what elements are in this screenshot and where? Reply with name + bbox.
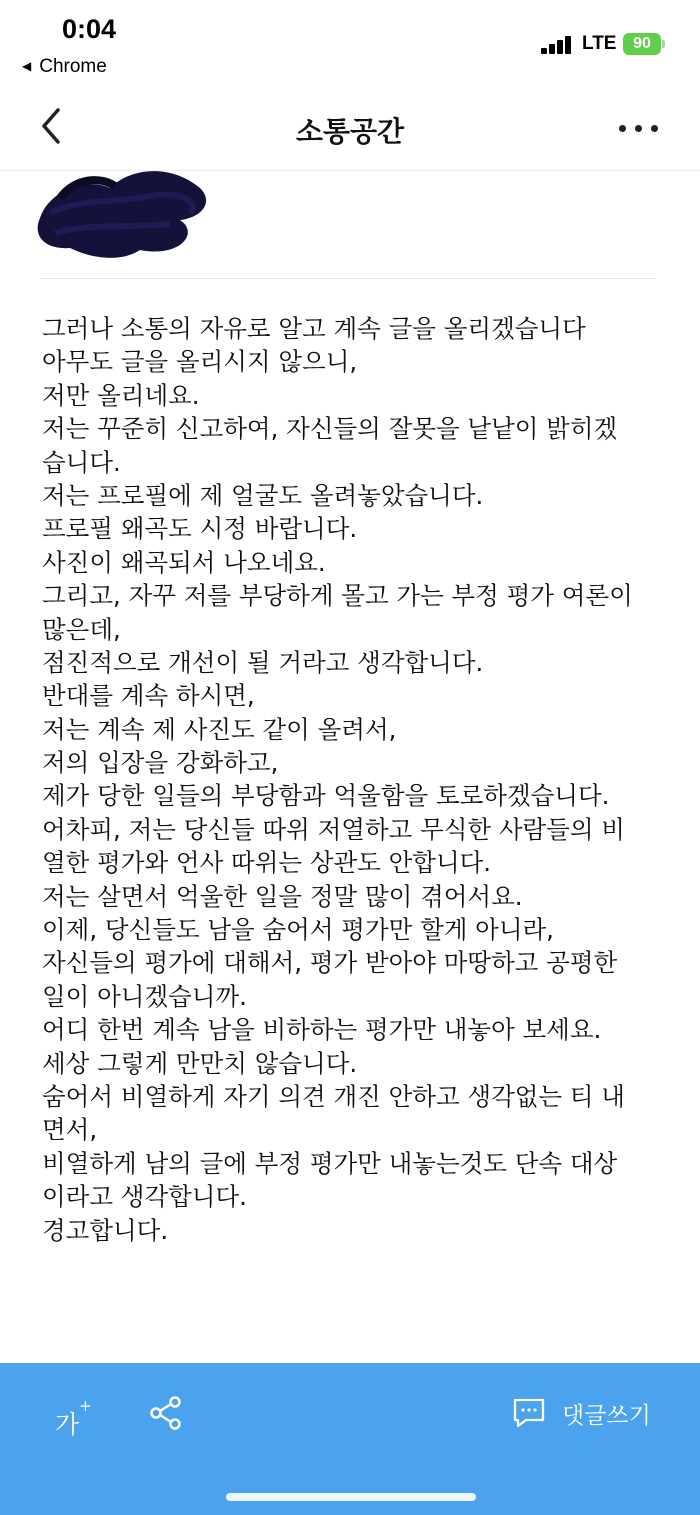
post-line: 숨어서 비열하게 자기 의견 개진 안하고 생각없는 티 내 xyxy=(42,1081,625,1111)
network-type: LTE xyxy=(582,33,617,54)
back-to-app-link[interactable] xyxy=(22,56,107,78)
home-indicator[interactable] xyxy=(226,1493,476,1501)
post-line: 저는 꾸준히 신고하여, 자신들의 잘못을 낱낱이 밝히겠 xyxy=(42,414,618,444)
post-line: 어디 한번 계속 남을 비하하는 평가만 내놓아 보세요. xyxy=(42,1015,602,1045)
post-line: 저만 올리네요. xyxy=(42,380,200,410)
post-line: 저의 입장을 강화하고, xyxy=(42,748,279,778)
post-line: 어차피, 저는 당신들 따위 저열하고 무식한 사람들의 비 xyxy=(42,814,625,844)
page-title: 소통공간 xyxy=(295,115,405,148)
author-avatar-redacted[interactable] xyxy=(30,158,220,266)
post-line: 일이 아니겠습니까. xyxy=(42,981,247,1011)
back-triangle-icon: ◀ xyxy=(22,59,32,73)
status-time: 0:04 xyxy=(62,14,117,44)
post-line: 아무도 글을 올리시지 않으니, xyxy=(42,347,358,377)
post-line: 세상 그렇게 만만치 않습니다. xyxy=(42,1048,358,1078)
post-line: 점진적으로 개선이 될 거라고 생각합니다. xyxy=(42,647,484,677)
post-line: 이제, 당신들도 남을 숨어서 평가만 할게 아니라, xyxy=(42,915,554,945)
post-line: 제가 당한 일들의 부당함과 억울함을 토로하겠습니다. xyxy=(42,781,610,811)
share-icon xyxy=(148,1395,184,1431)
post-line: 저는 살면서 억울한 일을 정말 많이 겪어서요. xyxy=(42,881,523,911)
more-button[interactable] xyxy=(615,112,661,142)
post-line: 저는 계속 제 사진도 같이 올려서, xyxy=(42,714,397,744)
battery-level: 90 xyxy=(633,35,651,52)
comment-icon xyxy=(512,1396,546,1430)
post-line: 그러나 소통의 자유로 알고 계속 글을 올리겠습니다 xyxy=(42,314,586,343)
post-line: 이라고 생각합니다. xyxy=(42,1182,247,1212)
post-line: 자신들의 평가에 대해서, 평가 받아야 마땅하고 공평한 xyxy=(42,948,618,978)
write-comment-button[interactable] xyxy=(512,1393,651,1433)
post-line: 사진이 왜곡되서 나오네요. xyxy=(42,547,326,577)
post-line: 경고합니다. xyxy=(42,1215,169,1245)
font-size-label: 가 xyxy=(55,1410,80,1439)
write-comment-label: 댓글쓰기 xyxy=(562,1402,651,1429)
back-app-label: Chrome xyxy=(39,56,107,77)
battery-tip xyxy=(662,40,665,48)
bottom-action-bar xyxy=(0,1363,700,1515)
signal-strength-icon xyxy=(541,36,575,54)
post-line: 많은데, xyxy=(42,614,121,644)
font-size-plus: + xyxy=(79,1397,92,1415)
status-bar xyxy=(0,0,700,90)
post-line: 열한 평가와 언사 따위는 상관도 안합니다. xyxy=(42,848,492,878)
post-line: 그리고, 자꾸 저를 부당하게 몰고 가는 부정 평가 여론이 xyxy=(42,581,633,611)
battery-icon xyxy=(623,33,661,55)
post-line: 습니다. xyxy=(42,447,121,477)
redaction-scribble xyxy=(30,158,220,266)
post-line: 반대를 계속 하시면, xyxy=(42,681,255,711)
post-line: 프로필 왜곡도 시정 바랍니다. xyxy=(42,514,358,544)
post-body xyxy=(42,312,664,1247)
font-size-button[interactable] xyxy=(55,1397,92,1441)
post-line: 면서, xyxy=(42,1115,98,1145)
post-line: 저는 프로필에 제 얼굴도 올려놓았습니다. xyxy=(42,480,484,510)
post-line: 비열하게 남의 글에 부정 평가만 내놓는것도 단속 대상 xyxy=(42,1148,618,1178)
share-button[interactable] xyxy=(148,1395,184,1431)
header-divider xyxy=(40,278,656,279)
